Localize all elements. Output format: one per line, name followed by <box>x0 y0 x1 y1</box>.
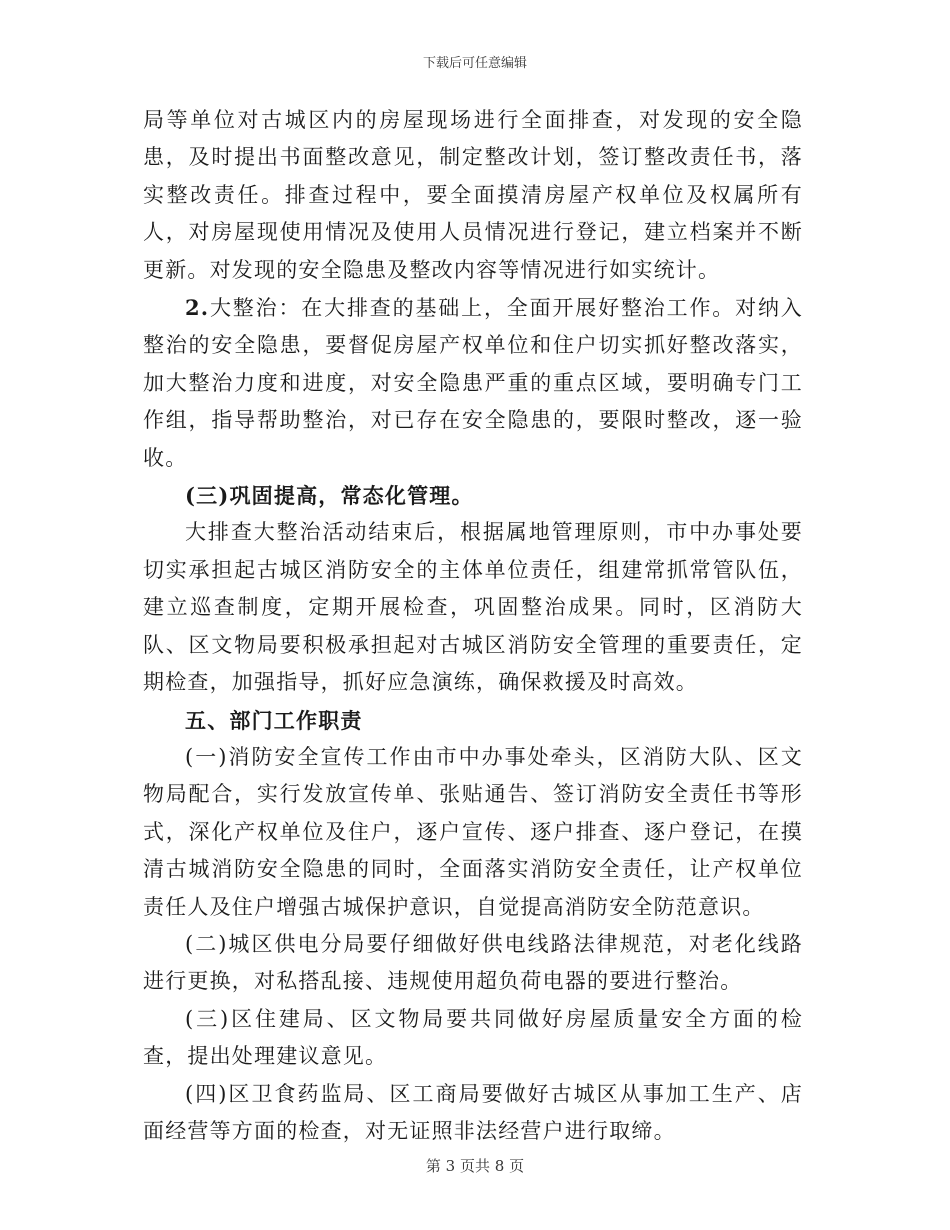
page-header: 下载后可任意编辑 <box>422 56 527 71</box>
paragraph-inspection-continued: 局等单位对古城区内的房屋现场进行全面排查，对发现的安全隐患，及时提出书面整改意见，制定整改计划，签订整改责任书，落实整改责任。排查过程中，要全面摸清房屋产权单位及权属所有人，对房屋现使用情况及使用人员情况进行登记，建立档案并不断更新。对发现的安全隐患及整改内容等情况进行如实统计。 <box>143 108 803 282</box>
paragraph-duty-4: (四)区卫食药监局、区工商局要做好古城区从事加工生产、店面经营等方面的检查，对无证照非法经营户进行取缔。 <box>143 1081 803 1143</box>
document-body <box>143 102 803 1150</box>
paragraph-duty-3: (三)区住建局、区文物局要共同做好房屋质量安全方面的检查，提出处理建议意见。 <box>143 1006 803 1069</box>
paragraph-duty-1: (一)消防安全宣传工作由市中办事处牵头，区消防大队、区文物局配合，实行发放宣传单、张贴通告、签订消防安全责任书等形式，深化产权单位及住户，逐户宣传、逐户排查、逐户登记，在摸清古城消防安全隐患的同时，全面落实消防安全责任，让产权单位责任人及住户增强古城保护意识，自觉提高消防安全防范意识。 <box>143 744 803 919</box>
paragraph-duty-2: (二)城区供电分局要仔细做好供电线路法律规范，对老化线路进行更换，对私搭乱接、违规使用超负荷电器的要进行整治。 <box>143 931 803 994</box>
paragraph-rectification-text: 大整治：在大排查的基础上，全面开展好整治工作。对纳入整治的安全隐患，要督促房屋产权单位和住户切实抓好整改落实，加大整治力度和进度，对安全隐患严重的重点区域，要明确专门工作组，指导帮助整治，对已存在安全隐患的，要限时整改，逐一验收。 <box>143 296 803 470</box>
item-number: 2. <box>185 295 210 321</box>
section-heading-duties: 五、部门工作职责 <box>185 707 363 733</box>
paragraph-rectification <box>143 289 803 477</box>
page-footer: 第 3 页共 8 页 <box>425 1157 525 1175</box>
section-heading-consolidate: (三)巩固提高，常态化管理。 <box>185 483 474 509</box>
paragraph-consolidate: 大排查大整治活动结束后，根据属地管理原则，市中办事处要切实承担起古城区消防安全的主体单位责任，组建常抓常管队伍，建立巡查制度，定期开展检查，巩固整治成果。同时，区消防大队、区文物局要积极承担起对古城区消防安全管理的重要责任，定期检查，加强指导，抓好应急演练，确保救援及时高效。 <box>143 520 803 695</box>
